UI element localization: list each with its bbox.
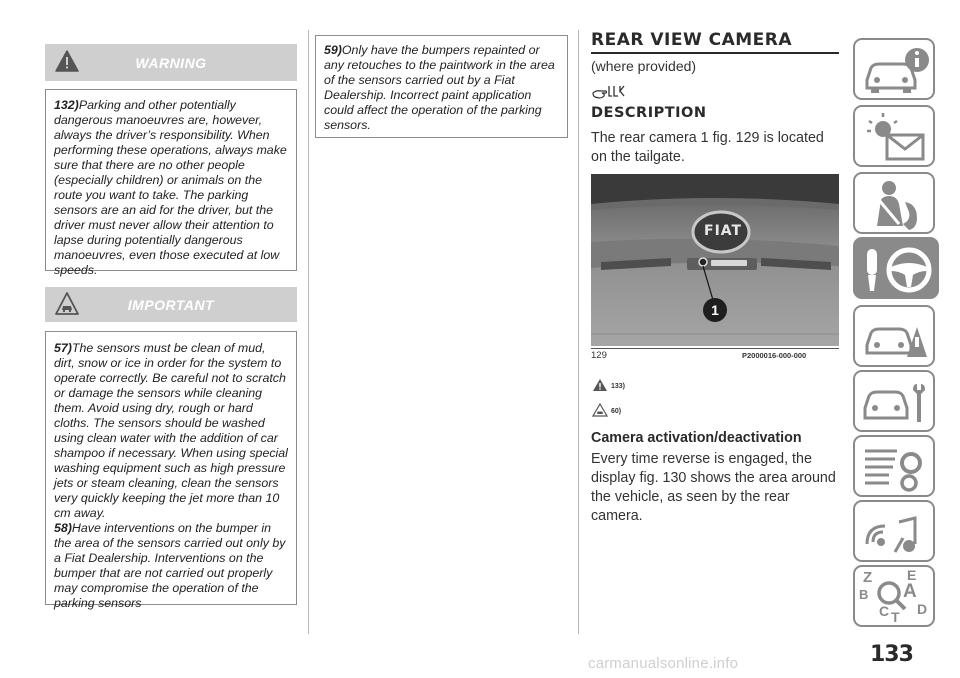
option-hand-icon xyxy=(592,84,626,105)
tab-letter-e: E xyxy=(907,567,917,583)
description-text: The rear camera 1 fig. 129 is located on the tailgate. xyxy=(591,130,824,165)
warning-triangle-icon xyxy=(55,50,79,77)
seatbelt-person-icon xyxy=(855,174,937,236)
small-car-caution-icon xyxy=(592,403,608,419)
small-warning-icon xyxy=(592,378,608,394)
activation-heading: Camera activation/deactivation xyxy=(591,430,802,446)
document-gear-icon xyxy=(855,437,937,499)
figure-code: P2000016-000-000 xyxy=(742,351,807,360)
column-divider-2 xyxy=(578,30,579,634)
caption-rule xyxy=(591,348,839,349)
tab-letter-a: A xyxy=(903,581,917,602)
tab-dashboard-info[interactable] xyxy=(853,38,935,100)
page-number: 133 xyxy=(870,642,913,667)
ref-important-number: 60) xyxy=(611,407,622,415)
tab-starting-driving[interactable] xyxy=(853,237,939,299)
signal-music-icon xyxy=(855,502,937,564)
important-title: IMPORTANT xyxy=(127,296,215,313)
tab-lights-messages[interactable] xyxy=(853,105,935,167)
warning-header xyxy=(45,44,297,81)
tab-multimedia[interactable] xyxy=(853,500,935,562)
activation-text: Every time reverse is engaged, the display fig. 130 shows the area around the vehicle, as seen by the rear camera. xyxy=(591,451,836,524)
ref-warning-number: 133) xyxy=(611,382,626,390)
tab-emergency[interactable] xyxy=(853,305,935,367)
key-steering-wheel-icon xyxy=(855,239,941,301)
important-body xyxy=(45,331,297,610)
where-provided: (where provided) xyxy=(591,58,697,74)
magnifier-icon xyxy=(855,567,937,629)
warning-title: WARNING xyxy=(135,54,207,71)
important-header xyxy=(45,287,297,322)
tab-letter-t: T xyxy=(891,609,900,625)
continuation-text: Only have the bumpers repainted or any retouches to the paintwork in the area of the sensors carried out by a Fiat Dealership. Incorrect paint application could affect the operation of the parking sensors. xyxy=(324,43,555,132)
warning-body xyxy=(45,89,297,277)
watermark: carmanualsonline.info xyxy=(588,655,739,672)
tab-letter-c: C xyxy=(879,603,890,619)
warning-ref: 132) xyxy=(54,98,79,112)
tab-letter-z: Z xyxy=(863,569,873,586)
important-item-57: 57)The sensors must be clean of mud, dirt, snow or ice in order for the system to operate correctly. Be careful not to scratch or damage the sensors while cleaning them. Avoid using dry, rough or hard cloths. The sensors should be washed using clean water with the addition of car shampoo if necessary. When using special washing equipment such as high pressure jets or steam cleaning, clean the sensors very quickly keeping the jet more than 10 cm away. xyxy=(54,341,288,520)
column-divider-1 xyxy=(308,30,309,634)
car-crash-icon xyxy=(855,307,937,369)
ref-warning xyxy=(592,378,625,394)
car-wrench-icon xyxy=(855,372,937,434)
callout-1 xyxy=(703,298,727,322)
tab-letter-d: D xyxy=(917,601,928,617)
tab-technical-data[interactable] xyxy=(853,435,935,497)
warning-text: Parking and other potentially dangerous manoeuvres are, however, always the driver’s responsibility. When performing these operations, always make sure that there are no other people (especially children) or animals on the route you want to take. The parking sensors are an aid for the driver, but the driver must never allow their attention to lapse during potentially dangerous manoeuvres, even those executed at low speeds. xyxy=(54,98,287,277)
important-item-58: 58)Have interventions on the bumper in the area of the sensors carried out only by a Fiat Dealership. Interventions on the bumper that are not carried out properly may compromise the operation of the parking sensors xyxy=(54,521,286,610)
callout-label: 1 xyxy=(711,302,719,318)
section-title: REAR VIEW CAMERA xyxy=(591,30,793,50)
tab-index[interactable] xyxy=(853,565,935,627)
continuation-ref: 59) xyxy=(324,43,342,57)
figure-number: 129 xyxy=(591,350,607,361)
ref-important xyxy=(592,403,621,419)
photo-logo-text: FIAT xyxy=(704,223,743,239)
car-info-icon xyxy=(855,40,937,102)
tab-letter-b: B xyxy=(859,587,869,602)
continuation-body xyxy=(315,35,568,138)
rear-camera-photo xyxy=(591,174,839,346)
description-heading: DESCRIPTION xyxy=(591,105,707,121)
tab-safety[interactable] xyxy=(853,172,935,234)
car-caution-icon xyxy=(55,292,79,321)
section-title-rule xyxy=(591,52,839,54)
tab-servicing[interactable] xyxy=(853,370,935,432)
light-envelope-icon xyxy=(855,107,937,169)
